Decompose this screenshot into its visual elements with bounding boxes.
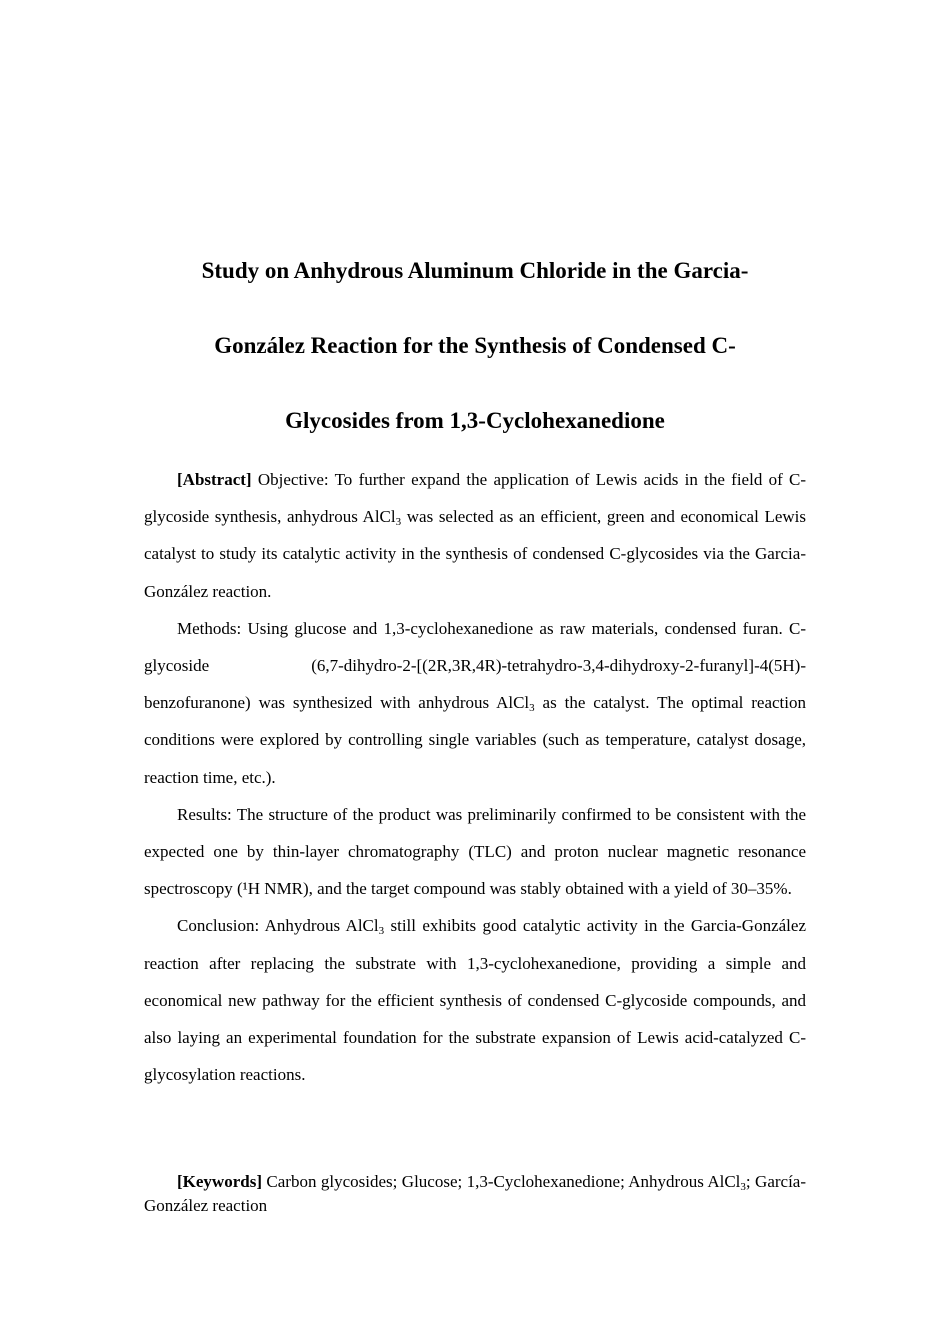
subscript-3: 3: [395, 516, 402, 529]
title-line-2: González Reaction for the Synthesis of Condensed C-: [214, 333, 736, 358]
methods-text-part-4: as the catalyst. The optimal reaction conditions were explored by controlling single variables (such as temperature, catalyst dosage, reaction time, etc.).: [144, 693, 807, 787]
conclusion-text-part-1: Conclusion: Anhydrous AlCl: [177, 916, 379, 936]
subscript-3: 3: [378, 925, 385, 938]
title-line-1: Study on Anhydrous Aluminum Chloride in the Garcia-: [201, 258, 749, 283]
methods-text-part-1: Methods: Using glucose and 1,3-cyclohexanedione as raw materials, condensed furan.: [177, 618, 783, 638]
abstract-section: [144, 461, 806, 1093]
abstract-conclusion-paragraph: [144, 907, 806, 1093]
abstract-label: [Abstract]: [177, 470, 252, 489]
abstract-results-paragraph: Results: The structure of the product was preliminarily confirmed to be consistent with the expected one by thin-layer chromatography (TLC) and proton nuclear magnetic resonance spectroscopy (¹H NMR), and the target compound was stably obtained with a yield of 30–35%.: [144, 804, 806, 899]
keywords-text-part-1: Carbon glycosides; Glucose; 1,3-Cyclohexanedione; Anhydrous AlCl: [261, 1172, 741, 1191]
subscript-3: 3: [529, 702, 535, 715]
paper-title: [144, 233, 806, 458]
keywords-text-part-2: ; García-González reaction: [144, 1172, 806, 1215]
abstract-methods-paragraph: [144, 610, 806, 796]
conclusion-text-part-2: still exhibits good catalytic activity in the Garcia-González reaction after replacing the substrate with 1,3-cyclohexanedione, providing a simple and economical new pathway for the efficient synthesis of condensed C-glycoside compounds, and also laying an experimental foundation for the substrate expansion of Lewis acid-catalyzed C-glycosylation reactions.: [144, 916, 806, 1085]
subscript-3: 3: [740, 1181, 746, 1193]
abstract-objective-paragraph: [144, 461, 806, 610]
methods-text-part-2: C-glycoside: [144, 618, 807, 676]
keywords-paragraph: [144, 1170, 806, 1218]
objective-text-part-1: Objective: To further expand the application of Lewis acids in the field of C-glycoside synthesis, anhydrous AlCl: [144, 470, 806, 527]
title-line-3: Glycosides from 1,3-Cyclohexanedione: [285, 408, 665, 433]
methods-text-part-3: (6,7-dihydro-2-[(2R,3R,4R)-tetrahydro-3,4-dihydroxy-2-furanyl]-4(5H)-benzofuranone) was synthesized with anhydrous AlCl: [144, 656, 806, 713]
objective-text-part-2: was selected as an efficient, green and economical Lewis catalyst to study its catalytic activity in the synthesis of condensed C-glycosides via the Garcia-González reaction.: [144, 507, 806, 601]
keywords-label: [Keywords]: [177, 1172, 262, 1191]
